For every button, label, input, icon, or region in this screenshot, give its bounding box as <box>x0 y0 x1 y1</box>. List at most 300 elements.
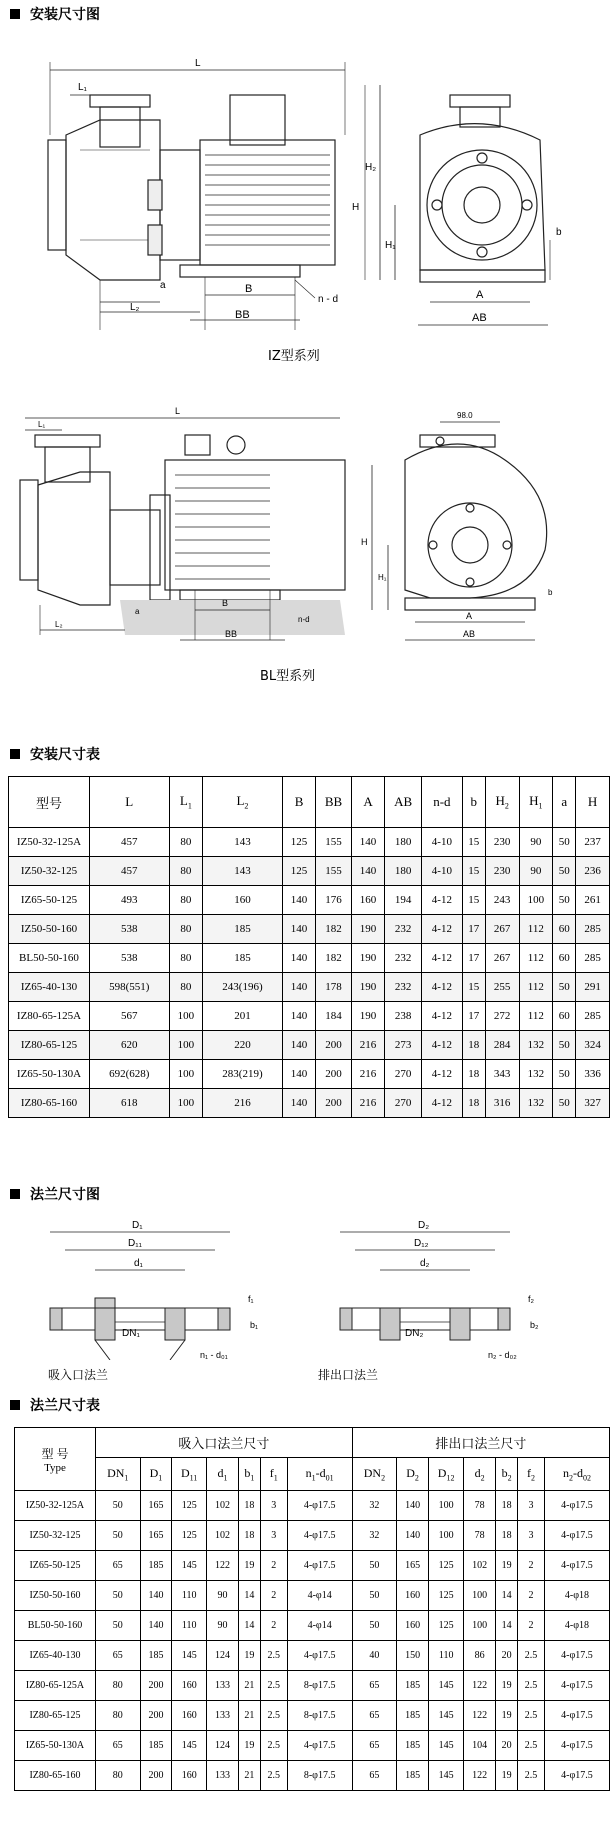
value-cell: 50 <box>553 1089 576 1118</box>
table-row <box>9 915 610 944</box>
model-cell: IZ65-40-130 <box>9 973 90 1002</box>
svg-text:b: b <box>548 588 553 597</box>
value-cell: 216 <box>351 1060 385 1089</box>
value-cell: 200 <box>140 1761 172 1791</box>
iz-series-caption: IZ型系列 <box>268 349 320 364</box>
value-cell: 2.5 <box>260 1761 287 1791</box>
value-cell: 112 <box>519 1002 553 1031</box>
value-cell: 200 <box>316 1031 351 1060</box>
value-cell: 145 <box>429 1701 464 1731</box>
value-cell: 80 <box>169 973 203 1002</box>
svg-text:B: B <box>222 598 229 608</box>
value-cell: 8-φ17.5 <box>287 1761 352 1791</box>
value-cell: 336 <box>576 1060 610 1089</box>
value-cell: 140 <box>282 886 316 915</box>
value-cell: 190 <box>351 944 385 973</box>
value-cell: 457 <box>90 828 170 857</box>
value-cell: 15 <box>462 886 485 915</box>
value-cell: 145 <box>429 1731 464 1761</box>
value-cell: 4-φ14 <box>287 1581 352 1611</box>
table-row <box>15 1761 610 1791</box>
value-cell: 4-φ17.5 <box>544 1731 609 1761</box>
flange-subheader-cell: $d_2$ <box>464 1458 496 1491</box>
value-cell: 316 <box>485 1089 519 1118</box>
value-cell: 8-φ17.5 <box>287 1671 352 1701</box>
value-cell: 194 <box>385 886 422 915</box>
value-cell: 2 <box>518 1551 545 1581</box>
value-cell: 178 <box>316 973 351 1002</box>
value-cell: 145 <box>172 1641 207 1671</box>
model-cell: IZ80-65-160 <box>9 1089 90 1118</box>
value-cell: 19 <box>496 1701 518 1731</box>
value-cell: 243 <box>485 886 519 915</box>
value-cell: 3 <box>260 1521 287 1551</box>
value-cell: 50 <box>553 857 576 886</box>
value-cell: 145 <box>429 1671 464 1701</box>
value-cell: 220 <box>203 1031 283 1060</box>
table-row <box>9 1060 610 1089</box>
value-cell: 65 <box>96 1731 141 1761</box>
value-cell: 2.5 <box>518 1701 545 1731</box>
svg-text:DN₂: DN₂ <box>405 1328 424 1339</box>
value-cell: 140 <box>282 973 316 1002</box>
value-cell: 60 <box>553 1002 576 1031</box>
value-cell: 285 <box>576 944 610 973</box>
value-cell: 19 <box>496 1761 518 1791</box>
value-cell: 291 <box>576 973 610 1002</box>
flange-subheader-cell: $n_1-d_{01}$ <box>287 1458 352 1491</box>
model-cell: IZ80-65-160 <box>15 1761 96 1791</box>
install-header-cell: B <box>282 777 316 828</box>
table-row <box>15 1671 610 1701</box>
value-cell: 80 <box>96 1671 141 1701</box>
value-cell: 90 <box>519 857 553 886</box>
value-cell: 200 <box>316 1060 351 1089</box>
section-heading-flange-table: 法兰尺寸表 <box>10 1395 100 1415</box>
value-cell: 4-12 <box>422 944 463 973</box>
value-cell: 160 <box>397 1611 429 1641</box>
value-cell: 2.5 <box>518 1731 545 1761</box>
model-cell: IZ50-50-160 <box>15 1581 96 1611</box>
value-cell: 32 <box>352 1491 397 1521</box>
install-header-cell: b <box>462 777 485 828</box>
model-cell: IZ50-32-125A <box>9 828 90 857</box>
svg-text:b₂: b₂ <box>530 1320 539 1330</box>
svg-text:f₁: f₁ <box>248 1294 254 1304</box>
value-cell: 160 <box>172 1671 207 1701</box>
value-cell: 2 <box>518 1611 545 1641</box>
table-row <box>15 1551 610 1581</box>
value-cell: 122 <box>464 1671 496 1701</box>
value-cell: 90 <box>519 828 553 857</box>
value-cell: 15 <box>462 857 485 886</box>
value-cell: 200 <box>140 1671 172 1701</box>
value-cell: 50 <box>553 973 576 1002</box>
value-cell: 50 <box>96 1491 141 1521</box>
value-cell: 125 <box>429 1581 464 1611</box>
value-cell: 125 <box>429 1551 464 1581</box>
flange-subheader-cell: $D_{11}$ <box>172 1458 207 1491</box>
value-cell: 124 <box>207 1731 239 1761</box>
install-header-cell: L <box>90 777 170 828</box>
value-cell: 457 <box>90 857 170 886</box>
model-cell: IZ65-40-130 <box>15 1641 96 1671</box>
value-cell: 2.5 <box>518 1641 545 1671</box>
svg-text:B: B <box>245 283 253 295</box>
install-header-cell: $H_1$ <box>519 777 553 828</box>
svg-text:D₁₂: D₁₂ <box>414 1238 429 1249</box>
value-cell: 155 <box>316 828 351 857</box>
install-header-cell: $L_1$ <box>169 777 203 828</box>
value-cell: 133 <box>207 1671 239 1701</box>
value-cell: 100 <box>464 1611 496 1641</box>
value-cell: 50 <box>553 828 576 857</box>
svg-text:H: H <box>352 202 360 213</box>
value-cell: 243(196) <box>203 973 283 1002</box>
svg-text:n - d: n - d <box>318 294 339 305</box>
value-cell: 285 <box>576 1002 610 1031</box>
section-heading-flange-drawing: 法兰尺寸图 <box>10 1184 100 1204</box>
model-header-cell <box>15 1428 96 1491</box>
svg-text:A: A <box>476 289 484 301</box>
value-cell: 4-12 <box>422 915 463 944</box>
value-cell: 216 <box>351 1089 385 1118</box>
value-cell: 102 <box>207 1521 239 1551</box>
value-cell: 185 <box>397 1761 429 1791</box>
svg-text:D₂: D₂ <box>418 1220 430 1231</box>
value-cell: 50 <box>352 1581 397 1611</box>
value-cell: 19 <box>238 1641 260 1671</box>
table-row <box>15 1611 610 1641</box>
model-cell: IZ65-50-125 <box>15 1551 96 1581</box>
value-cell: 2 <box>260 1581 287 1611</box>
value-cell: 4-φ17.5 <box>544 1671 609 1701</box>
value-cell: 132 <box>519 1031 553 1060</box>
value-cell: 2.5 <box>518 1671 545 1701</box>
svg-text:L₁: L₁ <box>78 82 87 93</box>
value-cell: 2 <box>518 1581 545 1611</box>
value-cell: 17 <box>462 915 485 944</box>
install-dimension-table <box>8 776 610 1118</box>
value-cell: 343 <box>485 1060 519 1089</box>
value-cell: 285 <box>576 915 610 944</box>
svg-text:H: H <box>361 537 368 547</box>
model-cell: IZ80-65-125A <box>9 1002 90 1031</box>
install-header-cell: H <box>576 777 610 828</box>
value-cell: 78 <box>464 1521 496 1551</box>
table-row <box>9 857 610 886</box>
svg-text:n₂ - d₀₂: n₂ - d₀₂ <box>488 1350 517 1360</box>
value-cell: 155 <box>316 857 351 886</box>
table-row <box>9 944 610 973</box>
value-cell: 4-12 <box>422 1060 463 1089</box>
value-cell: 80 <box>169 828 203 857</box>
value-cell: 145 <box>172 1551 207 1581</box>
svg-text:L: L <box>195 58 201 69</box>
value-cell: 122 <box>464 1701 496 1731</box>
value-cell: 18 <box>496 1521 518 1551</box>
value-cell: 140 <box>282 944 316 973</box>
value-cell: 140 <box>140 1581 172 1611</box>
value-cell: 267 <box>485 915 519 944</box>
value-cell: 2 <box>260 1551 287 1581</box>
value-cell: 185 <box>397 1731 429 1761</box>
flange-dimension-table <box>14 1427 610 1791</box>
value-cell: 692(628) <box>90 1060 170 1089</box>
install-header-cell: $H_2$ <box>485 777 519 828</box>
model-cell: IZ50-32-125 <box>9 857 90 886</box>
value-cell: 60 <box>553 944 576 973</box>
value-cell: 14 <box>238 1581 260 1611</box>
value-cell: 18 <box>462 1089 485 1118</box>
value-cell: 100 <box>169 1002 203 1031</box>
value-cell: 4-12 <box>422 1089 463 1118</box>
value-cell: 80 <box>96 1761 141 1791</box>
value-cell: 4-φ17.5 <box>287 1521 352 1551</box>
value-cell: 493 <box>90 886 170 915</box>
value-cell: 18 <box>496 1491 518 1521</box>
value-cell: 122 <box>207 1551 239 1581</box>
value-cell: 185 <box>140 1731 172 1761</box>
value-cell: 65 <box>352 1671 397 1701</box>
value-cell: 110 <box>172 1611 207 1641</box>
flange-subheader-cell: $DN_2$ <box>352 1458 397 1491</box>
value-cell: 160 <box>172 1701 207 1731</box>
value-cell: 150 <box>397 1641 429 1671</box>
value-cell: 110 <box>172 1581 207 1611</box>
value-cell: 14 <box>238 1611 260 1641</box>
value-cell: 267 <box>485 944 519 973</box>
value-cell: 4-φ17.5 <box>287 1491 352 1521</box>
suction-group-header: 吸入口法兰尺寸 <box>96 1428 353 1458</box>
value-cell: 40 <box>352 1641 397 1671</box>
value-cell: 4-φ17.5 <box>287 1551 352 1581</box>
value-cell: 2.5 <box>518 1761 545 1791</box>
value-cell: 140 <box>282 1031 316 1060</box>
value-cell: 538 <box>90 944 170 973</box>
value-cell: 50 <box>352 1551 397 1581</box>
value-cell: 50 <box>96 1581 141 1611</box>
value-cell: 125 <box>172 1491 207 1521</box>
value-cell: 2.5 <box>260 1701 287 1731</box>
value-cell: 21 <box>238 1671 260 1701</box>
value-cell: 140 <box>282 1002 316 1031</box>
value-cell: 216 <box>203 1089 283 1118</box>
svg-text:b: b <box>556 227 562 238</box>
value-cell: 140 <box>351 857 385 886</box>
section-heading-install-table: 安装尺寸表 <box>10 744 100 764</box>
value-cell: 50 <box>352 1611 397 1641</box>
value-cell: 20 <box>496 1641 518 1671</box>
model-cell: IZ50-50-160 <box>9 915 90 944</box>
svg-text:b₁: b₁ <box>250 1320 259 1330</box>
flange-subheader-cell: $DN_1$ <box>96 1458 141 1491</box>
value-cell: 133 <box>207 1761 239 1791</box>
value-cell: 185 <box>397 1671 429 1701</box>
value-cell: 104 <box>464 1731 496 1761</box>
value-cell: 80 <box>96 1701 141 1731</box>
value-cell: 140 <box>351 828 385 857</box>
value-cell: 125 <box>429 1611 464 1641</box>
svg-text:AB: AB <box>463 629 476 639</box>
value-cell: 19 <box>238 1551 260 1581</box>
value-cell: 14 <box>496 1581 518 1611</box>
value-cell: 4-10 <box>422 857 463 886</box>
value-cell: 185 <box>203 944 283 973</box>
value-cell: 100 <box>519 886 553 915</box>
value-cell: 3 <box>260 1491 287 1521</box>
value-cell: 4-φ17.5 <box>544 1761 609 1791</box>
svg-text:D₁: D₁ <box>132 1220 143 1231</box>
heading-bullet-icon <box>10 1189 20 1199</box>
svg-text:D₁₁: D₁₁ <box>128 1238 142 1249</box>
svg-text:f₂: f₂ <box>528 1294 534 1304</box>
value-cell: 125 <box>172 1521 207 1551</box>
value-cell: 143 <box>203 828 283 857</box>
value-cell: 125 <box>282 857 316 886</box>
value-cell: 90 <box>207 1581 239 1611</box>
value-cell: 230 <box>485 828 519 857</box>
value-cell: 18 <box>238 1521 260 1551</box>
value-cell: 180 <box>385 828 422 857</box>
value-cell: 190 <box>351 915 385 944</box>
table-row <box>9 1002 610 1031</box>
table-row <box>15 1521 610 1551</box>
value-cell: 4-10 <box>422 828 463 857</box>
value-cell: 50 <box>96 1521 141 1551</box>
value-cell: 15 <box>462 828 485 857</box>
heading-bullet-icon <box>10 749 20 759</box>
flange-subheader-cell: $D_{12}$ <box>429 1458 464 1491</box>
svg-text:H₁: H₁ <box>378 573 387 582</box>
value-cell: 567 <box>90 1002 170 1031</box>
value-cell: 140 <box>282 1089 316 1118</box>
value-cell: 18 <box>238 1491 260 1521</box>
value-cell: 102 <box>464 1551 496 1581</box>
model-header-label-en: Type <box>44 1461 66 1474</box>
flange-subheader-cell: $b_2$ <box>496 1458 518 1491</box>
value-cell: 32 <box>352 1521 397 1551</box>
install-header-cell: 型号 <box>9 777 90 828</box>
install-header-cell: AB <box>385 777 422 828</box>
value-cell: 230 <box>485 857 519 886</box>
model-cell: BL50-50-160 <box>9 944 90 973</box>
value-cell: 140 <box>282 915 316 944</box>
value-cell: 100 <box>169 1031 203 1060</box>
install-header-cell: BB <box>316 777 351 828</box>
value-cell: 200 <box>140 1701 172 1731</box>
value-cell: 270 <box>385 1089 422 1118</box>
value-cell: 65 <box>96 1641 141 1671</box>
value-cell: 185 <box>140 1641 172 1671</box>
value-cell: 327 <box>576 1089 610 1118</box>
value-cell: 122 <box>464 1761 496 1791</box>
model-cell: IZ80-65-125 <box>15 1701 96 1731</box>
value-cell: 618 <box>90 1089 170 1118</box>
value-cell: 65 <box>352 1731 397 1761</box>
svg-text:L₂: L₂ <box>130 302 140 313</box>
value-cell: 14 <box>496 1611 518 1641</box>
value-cell: 132 <box>519 1089 553 1118</box>
value-cell: 100 <box>429 1491 464 1521</box>
value-cell: 160 <box>172 1761 207 1791</box>
value-cell: 80 <box>169 857 203 886</box>
flange-subheader-cell: $f_1$ <box>260 1458 287 1491</box>
value-cell: 237 <box>576 828 610 857</box>
value-cell: 50 <box>553 1060 576 1089</box>
table-row <box>9 1089 610 1118</box>
value-cell: 65 <box>352 1701 397 1731</box>
svg-text:L₁: L₁ <box>38 420 46 429</box>
value-cell: 20 <box>496 1731 518 1761</box>
value-cell: 201 <box>203 1002 283 1031</box>
value-cell: 283(219) <box>203 1060 283 1089</box>
svg-text:d₁: d₁ <box>134 1258 143 1269</box>
flange-subheader-cell: $f_2$ <box>518 1458 545 1491</box>
svg-text:L: L <box>175 406 181 416</box>
value-cell: 65 <box>352 1761 397 1791</box>
value-cell: 2.5 <box>260 1641 287 1671</box>
value-cell: 50 <box>96 1611 141 1641</box>
value-cell: 4-φ17.5 <box>544 1521 609 1551</box>
value-cell: 200 <box>316 1089 351 1118</box>
value-cell: 236 <box>576 857 610 886</box>
value-cell: 4-φ18 <box>544 1611 609 1641</box>
iz-series-drawing <box>0 40 615 340</box>
value-cell: 102 <box>207 1491 239 1521</box>
value-cell: 19 <box>496 1551 518 1581</box>
value-cell: 4-φ17.5 <box>544 1551 609 1581</box>
flange-subheader-cell: $d_1$ <box>207 1458 239 1491</box>
value-cell: 165 <box>140 1491 172 1521</box>
value-cell: 50 <box>553 1031 576 1060</box>
model-header-label: 型 号 <box>41 1446 69 1461</box>
install-table-header-row <box>9 777 610 828</box>
value-cell: 4-φ17.5 <box>287 1641 352 1671</box>
value-cell: 140 <box>140 1611 172 1641</box>
model-cell: IZ65-50-125 <box>9 886 90 915</box>
table-row <box>15 1641 610 1671</box>
value-cell: 50 <box>553 886 576 915</box>
value-cell: 3 <box>518 1491 545 1521</box>
value-cell: 182 <box>316 915 351 944</box>
value-cell: 19 <box>238 1731 260 1761</box>
value-cell: 80 <box>169 915 203 944</box>
svg-text:98.0: 98.0 <box>457 411 473 420</box>
value-cell: 15 <box>462 973 485 1002</box>
value-cell: 261 <box>576 886 610 915</box>
value-cell: 133 <box>207 1701 239 1731</box>
value-cell: 112 <box>519 944 553 973</box>
value-cell: 2.5 <box>260 1671 287 1701</box>
value-cell: 180 <box>385 857 422 886</box>
discharge-group-header: 排出口法兰尺寸 <box>352 1428 609 1458</box>
value-cell: 232 <box>385 973 422 1002</box>
value-cell: 65 <box>96 1551 141 1581</box>
svg-text:n-d: n-d <box>298 615 310 624</box>
value-cell: 100 <box>169 1060 203 1089</box>
table-row <box>15 1701 610 1731</box>
svg-text:a: a <box>135 607 140 616</box>
value-cell: 255 <box>485 973 519 1002</box>
heading-bullet-icon <box>10 1400 20 1410</box>
table-row <box>15 1581 610 1611</box>
value-cell: 216 <box>351 1031 385 1060</box>
value-cell: 132 <box>519 1060 553 1089</box>
table-row <box>9 828 610 857</box>
value-cell: 538 <box>90 915 170 944</box>
flange-subheader-cell: $D_1$ <box>140 1458 172 1491</box>
